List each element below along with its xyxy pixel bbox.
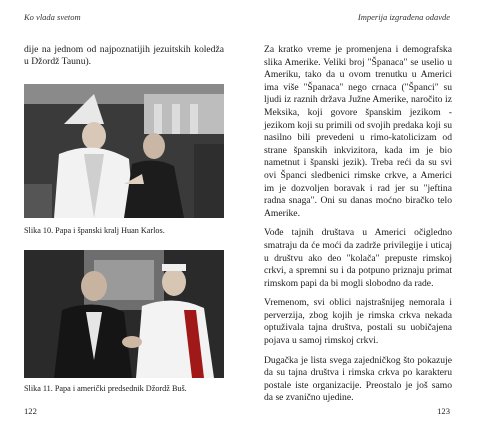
paragraph: Vremenom, svi oblici najstrašnijeg nemorala i perverzija, zbog kojih je rimska crkva nekada optuživala tajna društva, postali su uobičajena pojava u samoj rimskoj crkvi. xyxy=(264,297,452,347)
photo-2-image xyxy=(24,250,224,378)
paragraph: Vođe tajnih društava u Americi očigledno smatraju da će moći da zadrže privilegije i uticaj u društvu ako deo "kolača" prepuste rimskoj crkvi, a spremni su i da potpuno priznaju primat rimskom papi da bi mogli slobodno da rade. xyxy=(264,227,452,289)
figure-caption: Slika 10. Papa i španski kralj Huan Karlos. xyxy=(24,226,165,235)
body-text xyxy=(264,44,452,412)
paragraph: Za kratko vreme je promenjena i demografska slika Amerike. Veliki broj "Španaca" se uselio u Ameriku, tako da u ovom trenutku u Americi ima više "Španaca" nego crnaca ("Španci" su ljudi iz raznih država Južne Amerike, naročito iz Meksika, koji govore španskim jezikom - jezikom koji su primili od svojih predaka koji su nasilno bili prevedeni u rimo-katolicizam od strane španskih inkvizitora, kada im je bio nametnut i španski jezik). Treba reći da su svi ovi Španci sledbenici rimske crkve, a Americi im je dozvoljen boravak i rad jer su "jeftina radna snaga". Oni su danas moćno biračko telo Amerike. xyxy=(264,44,452,219)
right-page xyxy=(240,0,480,432)
running-head-left: Ko vlada svetom xyxy=(24,12,81,22)
page-number-left: 122 xyxy=(24,406,37,416)
photo-pope-and-president xyxy=(24,250,224,378)
photo-pope-and-king xyxy=(24,84,224,218)
page-number-right: 123 xyxy=(437,406,450,416)
continued-text: dije na jednom od najpoznatijih jezuitskih koledža u Džordž Taunu). xyxy=(24,44,224,68)
figure-caption: Slika 11. Papa i američki predsednik Džordž Buš. xyxy=(24,384,187,393)
running-head-right: Imperija izgrađena odavde xyxy=(357,12,450,22)
photo-1-image xyxy=(24,84,224,218)
paragraph: Dugačka je lista svega zajedničkog što pokazuje da su tajna društva i rimska crkva po karakteru postale iste organizacije. Preostalo je još samo da se zvanično ujedine. xyxy=(264,354,452,404)
